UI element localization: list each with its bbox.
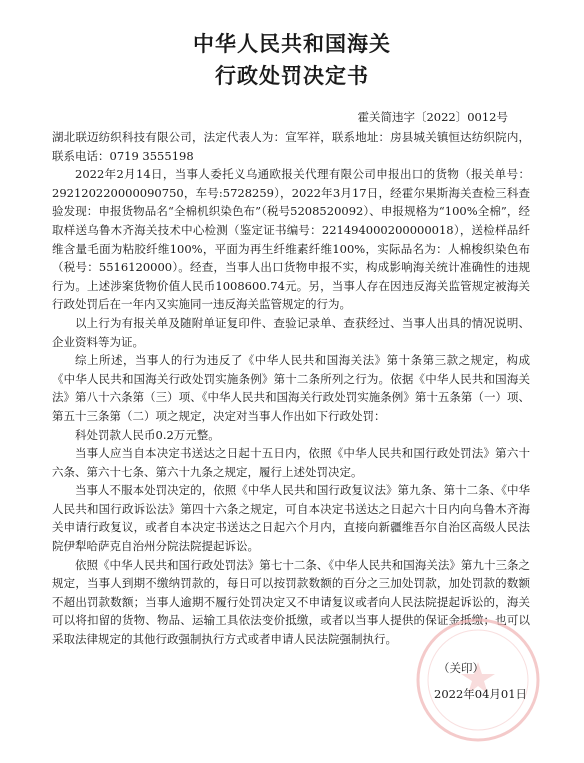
penalty-paragraph: 科处罚款人民币0.2万元整。 [75, 427, 220, 442]
deadline-paragraph: 当事人应当自本决定书送达之日起十五日内，依照《中华人民共和国行政处罚法》第六十六条、第六十七条、第六十九条之规定，履行上述处罚决定。 [52, 446, 530, 479]
party-info-paragraph: 湖北联迈纺织科技有限公司，法定代表人为：宣军祥，联系地址：房县城关镇恒达纺织院内，联系电话：0719 3555198 [52, 130, 530, 163]
seal-label: （关印） [438, 661, 484, 675]
legal-basis-paragraph: 综上所述，当事人的行为违反了《中华人民共和国海关法》第十条第三款之规定，构成《中华人民共和国海关行政处罚实施条例》第十二条所列之行为。依据《中华人民共和国海关法》第八十六条第（三）项、《中华人民共和国海关行政处罚实施条例》第十五条第（一）项、第五十三条第（二）项之规定，决定对当事人作出如下行政处罚： [52, 353, 530, 423]
evidence-paragraph: 以上行为有报关单及随附单证复印件、查验记录单、查获经过、当事人出具的情况说明、企业资料等为证。 [52, 315, 530, 349]
document-title-line1: 中华人民共和国海关 [193, 32, 391, 56]
customs-seal-stamp [412, 614, 544, 746]
document-body [52, 128, 530, 649]
appeal-paragraph: 当事人不服本处罚决定的，依照《中华人民共和国行政复议法》第九条、第十二条、《中华人民共和国行政诉讼法》第四十六条之规定，可自本决定书送达之日起六十日内向乌鲁木齐海关申请行政复议，或者自本决定书送达之日起六个月内，直接向新疆维吾尔自治区高级人民法院伊犁哈萨克自治州分院法院提起诉讼。 [52, 483, 530, 554]
facts-paragraph: 2022年2月14日，当事人委托义乌通欧报关代理有限公司申报出口的货物（报关单号：292120220000090750，车号:5728259），2022年3月17日，经霍尔果斯海关查检三科查验发现：申报货物品名“全棉机织染色布”（税号5208520092）、申报规格为“100%全棉”，经取样送乌鲁木齐海关技术中心检测（鉴定证书编号：221494000200000018），送检样品纤维含量毛面为粘胶纤维100%，平面为再生纤维素纤维100%，实际品名为：人棉梭织染色布（税号：5516120000）。经查，当事人出口货物申报不实，构成影响海关统计准确性的违规行为。上述涉案货物价值人民币1008600.74元。另，当事人存在因违反海关监管规定被海关行政处罚后在一年内又实施同一违反海关监管规定的行为。 [52, 167, 530, 312]
document-title-line2: 行政处罚决定书 [215, 64, 369, 88]
enforcement-paragraph: 依照《中华人民共和国行政处罚法》第七十二条、《中华人民共和国海关法》第九十三条之规定，当事人到期不缴纳罚款的，每日可以按罚款数额的百分之三加处罚款，加处罚款的数额不超出罚款数额；当事人逾期不履行处罚决定又不申请复议或者向人民法院提起诉讼的，海关可以将扣留的货物、物品、运输工具依法变价抵缴，或者以当事人提供的保证金抵缴；也可以采取法律规定的其他行政强制执行方式或者申请人民法院强制执行。 [52, 557, 530, 647]
document-number: 霍关简违字〔2022〕0012号 [357, 110, 508, 124]
issue-date: 2022年04月01日 [434, 687, 528, 701]
